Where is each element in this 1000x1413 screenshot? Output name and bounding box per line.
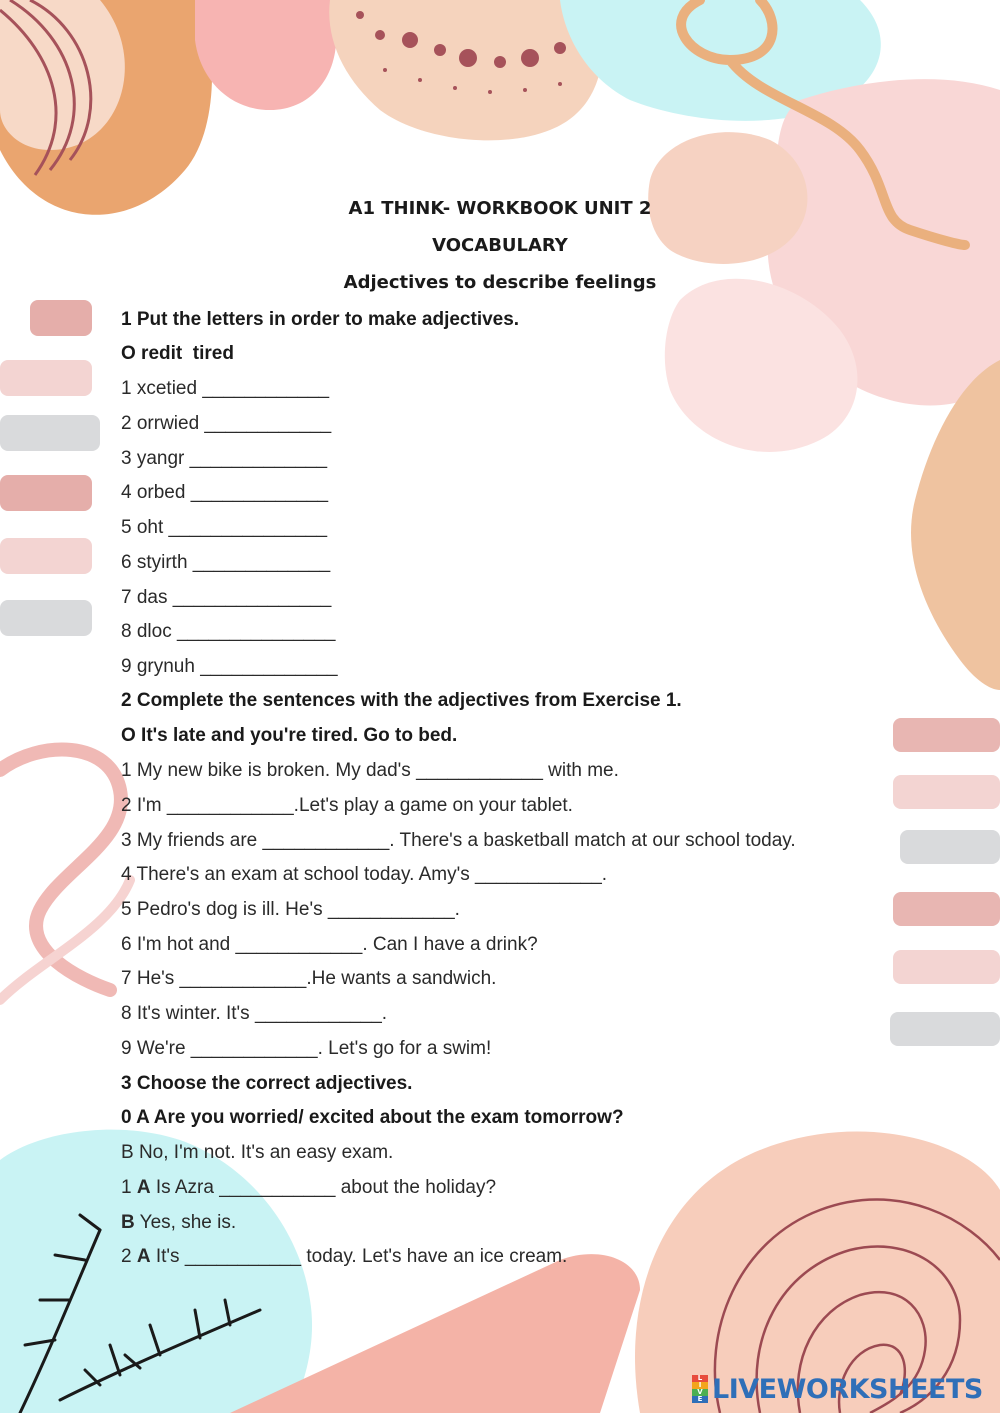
- pink-blob-top: [195, 0, 336, 110]
- pink-curve-left-2: [0, 880, 130, 1000]
- exercise1-item: 5 oht _______________: [121, 517, 328, 538]
- exercise3-item1-question: [121, 1177, 496, 1199]
- exercise3-example-answer: B No, I'm not. It's an easy exam.: [121, 1142, 394, 1163]
- exercise1-instruction: 1 Put the letters in order to make adjectives.: [121, 309, 520, 330]
- item-text: It's ___________ today. Let's have an ice cream.: [150, 1246, 568, 1267]
- exercise1-item: 8 dloc _______________: [121, 621, 336, 642]
- exercise3-instruction: 3 Choose the correct adjectives.: [121, 1073, 413, 1094]
- exercise2-item: 9 We're ____________. Let's go for a swim!: [121, 1038, 492, 1059]
- exercise2-item: 3 My friends are ____________. There's a basketball match at our school today.: [121, 830, 796, 851]
- exercise1-item: 6 styirth _____________: [121, 552, 331, 573]
- item-text: Is Azra ___________ about the holiday?: [150, 1177, 497, 1198]
- speaker-label: A: [136, 1177, 151, 1198]
- logo-letter: I: [692, 1382, 708, 1389]
- worksheet-title: A1 THINK- WORKBOOK UNIT 2: [348, 198, 652, 219]
- speaker-label: A: [136, 1246, 151, 1267]
- exercise2-item: 4 There's an exam at school today. Amy's ____________.: [121, 864, 608, 885]
- exercise1-item: 1 xcetied ____________: [121, 378, 330, 399]
- exercise3-item2-question: [121, 1246, 567, 1268]
- peach-fan-shape: [329, 0, 603, 140]
- exercise1-item: 3 yangr _____________: [121, 448, 328, 469]
- logo-letter: V: [692, 1389, 708, 1396]
- exercise1-item: 4 orbed _____________: [121, 482, 329, 503]
- exercise1-example: O redit tired: [121, 343, 234, 364]
- watermark-text: LIVEWORKSHEETS: [712, 1373, 983, 1405]
- exercise1-item: 9 grynuh _____________: [121, 656, 338, 677]
- exercise2-item: 7 He's ____________.He wants a sandwich.: [121, 968, 497, 989]
- exercise2-item: 5 Pedro's dog is ill. He's ____________.: [121, 899, 460, 920]
- logo-letter: E: [692, 1396, 708, 1403]
- section-title: VOCABULARY: [432, 235, 568, 256]
- logo-letter: L: [692, 1375, 708, 1382]
- exercise2-item: 2 I'm ____________.Let's play a game on your tablet.: [121, 795, 573, 816]
- exercise1-item: 7 das _______________: [121, 587, 332, 608]
- exercise3-example-question: 0 A Are you worried/ excited about the exam tomorrow?: [121, 1107, 624, 1128]
- peach-circle-bottomright: [635, 1131, 1000, 1413]
- item-text: Yes, she is.: [134, 1212, 237, 1233]
- exercise2-example: O It's late and you're tired. Go to bed.: [121, 725, 458, 746]
- liveworksheets-logo-icon: [692, 1375, 708, 1403]
- cyan-blob-bottomleft: [0, 1130, 312, 1413]
- tan-blob-right: [911, 360, 1000, 690]
- exercise2-item: 8 It's winter. It's ____________.: [121, 1003, 388, 1024]
- speaker-label: B: [121, 1212, 135, 1233]
- item-number: 2: [121, 1246, 137, 1267]
- exercise1-item: 2 orrwied ____________: [121, 413, 332, 434]
- item-number: 1: [121, 1177, 137, 1198]
- exercise2-instruction: 2 Complete the sentences with the adjectives from Exercise 1.: [121, 690, 682, 711]
- exercise2-item: 6 I'm hot and ____________. Can I have a drink?: [121, 934, 538, 955]
- liveworksheets-watermark: [692, 1372, 983, 1406]
- right-stripes: [890, 718, 1000, 1046]
- left-stripes: [0, 300, 100, 636]
- exercise2-item: 1 My new bike is broken. My dad's ____________ with me.: [121, 760, 619, 781]
- exercise3-item1-answer: [121, 1212, 236, 1234]
- section-subtitle: Adjectives to describe feelings: [343, 272, 657, 293]
